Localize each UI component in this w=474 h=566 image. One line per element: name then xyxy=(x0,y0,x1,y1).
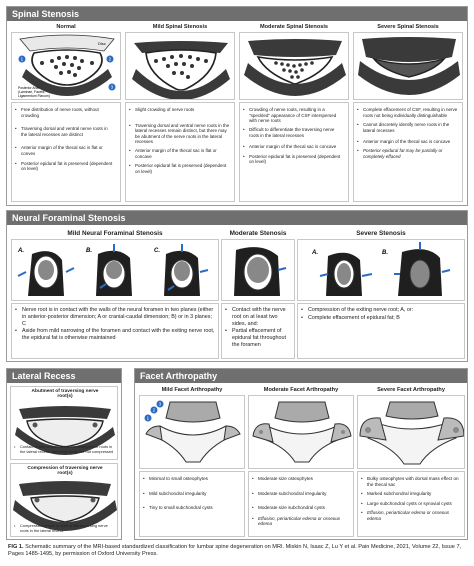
moderate-facet-bullet-1-text: Moderate size osteophytes xyxy=(258,476,313,481)
mild-foraminal-image-cell xyxy=(11,239,219,301)
foramen-c xyxy=(164,244,208,296)
marker-3-label: 3 xyxy=(110,84,114,90)
mild-facet-bullet-1: • Minimal to small osteophytes xyxy=(143,476,241,482)
severe-facet-image-cell xyxy=(357,395,465,469)
severe-foramen-b xyxy=(394,242,450,296)
severe-letter-a: A. xyxy=(312,250,318,256)
moderate-bullet-1: • Crowding of nerve roots, resulting in a "speckled" appearance of CSF interspersed with nerve roots xyxy=(243,107,345,124)
moderate-facet-bullet-1: • Moderate size osteophytes xyxy=(252,476,350,482)
severe-bullet-1-text: Complete effacement of CSF, resulting in nerve roots not being individually distinguishable xyxy=(363,107,458,118)
marker-2-label: 2 xyxy=(108,56,112,62)
moderate-facet-bullet-2-text: Moderate subchondral irregularity xyxy=(258,490,327,496)
moderate-foraminal-bullet-2-text: Partial effacement of epidural fat throughout the foramen xyxy=(232,328,286,348)
facet-marker-3: 3 xyxy=(158,401,162,407)
moderate-facet-diagram xyxy=(249,396,354,469)
moderate-bullet-3-text: Anterior margin of the thecal sac is concave xyxy=(249,144,337,150)
moderate-facet-bullet-3: • Moderate size subchondral cysts xyxy=(252,505,350,511)
disc-label: Disc xyxy=(98,41,106,46)
normal-canal-diagram xyxy=(12,33,121,100)
severe-foraminal-bullet-1: • Compression of the exiting nerve root; A, or: xyxy=(301,307,461,314)
facet-marker-1: 1 xyxy=(146,415,150,421)
moderate-foraminal-image-cell xyxy=(221,239,295,301)
col-normal-title: Normal xyxy=(56,24,76,30)
severe-bullet-1: • Complete effacement of CSF, resulting in nerve roots not being individually distinguishable xyxy=(357,107,458,118)
mild-bullet-3-text: Anterior margin of the thecal sac is flat or concave xyxy=(135,148,217,160)
severe-facet-bullet-1-text: Bulky osteophytes with dorsal mass effect on the thecal sac xyxy=(367,476,459,487)
normal-bullets-cell xyxy=(11,102,121,202)
mild-foraminal-bullet-2: • Aside from mild narrowing of the foramen and contact with the exiting nerve root, the epidural fat is otherwise maintained xyxy=(15,328,215,342)
severe-facet-bullet-4-text: Effusion, periarticular edema or osseous edema xyxy=(367,510,450,521)
severe-foraminal-bullet-1-text: Compression of the exiting nerve root; A, or: xyxy=(308,307,414,313)
abutment-desc: • Contact of one or both of the traversing nerve roots in the lateral recess, but nerve roots are not compressed xyxy=(14,445,116,458)
severe-bullet-4-text: Posterior epidural fat may be partially or completely effaced xyxy=(363,148,443,160)
severe-foraminal-diagram xyxy=(298,240,465,301)
severe-foraminal-bullet-2: • Complete effacement of epidural fat; B xyxy=(301,315,461,322)
col-mild-spinal-title: Mild Spinal Stenosis xyxy=(152,24,208,30)
mild-bullet-4-text: Posterior epidural fat is preserved (dependent on level) xyxy=(135,163,227,174)
foramen-b xyxy=(96,244,132,296)
severe-bullet-3-text: Anterior margin of the thecal sac is concave xyxy=(363,139,451,145)
letter-b: B. xyxy=(86,248,92,254)
severe-facet-bullet-2: • Marked subchondral irregularity xyxy=(361,491,461,497)
severe-facet-diagram xyxy=(358,396,465,469)
col-moderate-spinal-title: Moderate Spinal Stenosis xyxy=(259,24,329,30)
abutment-cell xyxy=(10,386,118,460)
figure-number: FIG 1. xyxy=(8,544,24,550)
abutment-title: Abutment of traversing nerve root(s) xyxy=(31,389,99,399)
mild-facet-image-cell xyxy=(139,395,245,469)
col-mild-facet-title: Mild Facet Arthropathy xyxy=(161,387,223,393)
moderate-bullet-2: • Difficult to differentiate the traversing nerve roots in the lateral recesses xyxy=(243,127,345,138)
severe-bullet-2-text: Cannot discretely identify nerve roots in the lateral recesses xyxy=(363,122,450,133)
moderate-bullet-4: • Posterior epidural fat is preserved (dependent on level) xyxy=(243,154,345,165)
marker-1-label: 1 xyxy=(20,56,24,62)
severe-facet-bullet-1: • Bulky osteophytes with dorsal mass effect on the thecal sac xyxy=(361,476,461,487)
mild-bullet-2: • Traversing dorsal and ventral nerve roots in the lateral recesses remain distinct, but there may be abutment of the nerve roots in the lateral recesses xyxy=(129,122,230,145)
figure-caption-text: Schematic summary of the MRI-based standardized classification for lumbar spine degeneration on MRI. Miskin N, Isaac Z, Lu Y et al. Pain Medicine, 2021, Volume 22, Issue 7, Pages 1485-1495, by permission of Oxford University Press. xyxy=(8,544,462,557)
col-severe-spinal-title: Severe Spinal Stenosis xyxy=(377,24,439,30)
normal-bullet-3: • Anterior margin of the thecal sac is flat or convex xyxy=(15,145,115,156)
mild-foraminal-bullet-1: • Nerve root is in contact with the walls of the neural foramen in two planes (either in anterior-posterior dimension; A or cranial-caudal dimension; B) or in 3 planes; C xyxy=(15,307,214,327)
mild-spinal-diagram xyxy=(126,33,235,100)
letter-c: C. xyxy=(154,248,160,254)
col-moderate-foraminal-title: Moderate Stenosis xyxy=(229,230,287,237)
moderate-facet-bullet-2: • Moderate subchondral irregularity xyxy=(252,491,350,497)
compression-title: Compression of traversing nerve root(s) xyxy=(27,466,103,476)
moderate-bullet-3: • Anterior margin of the thecal sac is concave xyxy=(243,144,345,150)
mild-spinal-bullet-list xyxy=(129,107,231,178)
normal-bullet-4-text: Posterior epidural fat is preserved (dependent on level) xyxy=(21,160,113,172)
col-mild-foraminal-title: Mild Neural Foraminal Stenosis xyxy=(67,230,163,237)
severe-facet-bullet-4: • Effusion, periarticular edema or osseous edema xyxy=(361,510,461,521)
mild-facet-bullet-list xyxy=(143,476,241,514)
moderate-foraminal-bullet-1: • Contact with the nerve root on at least two sides, and: xyxy=(225,307,293,327)
mild-facet-bullet-2-text: Mild subchondral irregularity xyxy=(149,490,207,496)
mild-foraminal-bullets-cell xyxy=(11,303,219,359)
moderate-spinal-bullet-list xyxy=(243,107,345,168)
severe-facet-bullet-3: • Large subchondral cysts or synovial cysts xyxy=(361,501,461,507)
severe-foramen-a xyxy=(320,253,372,296)
severe-foraminal-bullet-list xyxy=(301,307,461,323)
foraminal-stenosis-header: Neural Foraminal Stenosis xyxy=(7,211,467,225)
severe-bullet-2: • Cannot discretely identify nerve roots in the lateral recesses xyxy=(357,122,459,133)
moderate-bullet-2-text: Difficult to differentiate the traversing nerve roots in the lateral recesses xyxy=(249,127,335,138)
moderate-bullet-1-text: Crowding of nerve roots, resulting in a "speckled" appearance of CSF interspersed with nerve roots xyxy=(249,107,337,124)
col-severe-facet-title: Severe Facet Arthropathy xyxy=(377,387,445,393)
mild-facet-bullets-cell xyxy=(139,471,245,537)
abutment-desc-text: Contact of one or both of the traversing nerve roots in the lateral recess, but nerve roots are not compressed xyxy=(20,444,114,454)
mild-foraminal-diagram xyxy=(12,240,219,301)
severe-foraminal-image-cell xyxy=(297,239,465,301)
compression-desc-text: Compression of one or both of the traversing nerve roots in the lateral recess xyxy=(20,523,108,533)
severe-spinal-diagram xyxy=(354,33,463,100)
moderate-facet-bullet-list xyxy=(252,476,350,530)
normal-image-cell xyxy=(11,32,121,100)
normal-bullet-1: • Free distribution of nerve roots, without crowding xyxy=(15,107,115,118)
severe-spinal-bullet-list xyxy=(357,107,459,163)
mild-spinal-bullets-cell xyxy=(125,102,235,202)
moderate-facet-bullet-4: • Effusion, periarticular edema or osseous edema xyxy=(252,516,350,527)
severe-bullet-3: • Anterior margin of the thecal sac is concave xyxy=(357,139,459,145)
moderate-facet-bullets-cell xyxy=(248,471,354,537)
moderate-spinal-bullets-cell xyxy=(239,102,349,202)
moderate-foraminal-bullet-list xyxy=(225,307,293,350)
mild-bullet-2-text: Traversing dorsal and ventral nerve roots in the lateral recesses remain distinct, but there may be abutment of the nerve roots in the lateral recesses xyxy=(135,122,230,145)
normal-bullet-4: • Posterior epidural fat is preserved (dependent on level) xyxy=(15,161,115,172)
severe-spinal-image-cell xyxy=(353,32,463,100)
moderate-facet-image-cell xyxy=(248,395,354,469)
mild-bullet-1: • Slight crowding of nerve roots xyxy=(129,107,231,113)
severe-facet-bullet-2-text: Marked subchondral irregularity xyxy=(367,491,432,497)
moderate-foraminal-bullet-1-text: Contact with the nerve root on at least two sides, and: xyxy=(232,307,286,327)
normal-bullet-2: • Traversing dorsal and ventral nerve roots in the lateral recesses are distinct xyxy=(15,126,115,137)
mild-facet-diagram xyxy=(140,396,245,469)
severe-facet-bullet-list xyxy=(361,476,461,525)
severe-foraminal-bullet-2-text: Complete effacement of epidural fat; B xyxy=(308,314,400,321)
posterior-arch-label: Posterior Arch (Laminae, Facets, Ligamentum Flavum) xyxy=(18,86,50,98)
mild-facet-bullet-3-text: Tiny to small subchondral cysts xyxy=(149,505,213,511)
severe-foraminal-bullets-cell xyxy=(297,303,465,359)
compression-desc: • Compression of one or both of the traversing nerve roots in the lateral recess xyxy=(14,524,116,537)
mild-spinal-image-cell xyxy=(125,32,235,100)
severe-spinal-bullets-cell xyxy=(353,102,463,202)
severe-bullet-4: • Posterior epidural fat may be partially or completely effaced xyxy=(357,148,459,159)
severe-facet-bullet-3-text: Large subchondral cysts or synovial cysts xyxy=(367,500,452,506)
mild-bullet-3: • Anterior margin of the thecal sac is flat or concave xyxy=(129,148,231,159)
moderate-bullet-4-text: Posterior epidural fat is preserved (dependent on level) xyxy=(249,153,341,165)
severe-facet-bullets-cell xyxy=(357,471,465,537)
mild-bullet-4: • Posterior epidural fat is preserved (dependent on level) xyxy=(129,163,231,174)
moderate-foraminal-diagram xyxy=(222,240,295,301)
moderate-spinal-image-cell xyxy=(239,32,349,100)
spinal-stenosis-panel xyxy=(6,6,468,206)
figure-caption xyxy=(8,544,466,558)
severe-letter-b: B. xyxy=(382,250,388,256)
moderate-spinal-diagram xyxy=(240,33,349,100)
mild-foraminal-bullet-2-text: Aside from mild narrowing of the foramen and contact with the exiting nerve root, the epidural fat is otherwise maintained xyxy=(22,328,215,342)
facet-arthropathy-panel xyxy=(134,368,468,540)
foramen-a xyxy=(18,251,74,296)
moderate-facet-bullet-3-text: Moderate size subchondral cysts xyxy=(258,505,325,511)
facet-marker-2: 2 xyxy=(152,407,156,413)
lateral-recess-header: Lateral Recess xyxy=(7,369,121,383)
col-moderate-facet-title: Moderate Facet Arthropathy xyxy=(263,387,339,393)
facet-arthropathy-header: Facet Arthropathy xyxy=(135,369,467,383)
mild-foraminal-bullet-1-text: Nerve root is in contact with the walls of the neural foramen in two planes (either in anterior-posterior dimension; A or cranial-caudal dimension; B) or in 3 planes; C xyxy=(22,307,214,327)
foraminal-stenosis-panel xyxy=(6,210,468,362)
lateral-recess-panel xyxy=(6,368,122,540)
mild-foraminal-bullet-list xyxy=(15,307,215,343)
normal-bullet-1-text: Free distribution of nerve roots, without crowding xyxy=(21,107,99,118)
normal-bullet-list xyxy=(15,107,115,175)
col-severe-foraminal-title: Severe Stenosis xyxy=(356,230,406,237)
spinal-stenosis-header: Spinal Stenosis xyxy=(7,7,467,21)
mild-facet-bullet-1-text: Minimal to small osteophytes xyxy=(149,476,208,481)
mild-facet-bullet-3: • Tiny to small subchondral cysts xyxy=(143,505,241,511)
letter-a: A. xyxy=(18,248,24,254)
normal-bullet-3-text: Anterior margin of the thecal sac is flat or convex xyxy=(21,145,103,156)
moderate-facet-bullet-4-text: Effusion, periarticular edema or osseous edema xyxy=(258,515,341,527)
compression-cell xyxy=(10,463,118,537)
mild-bullet-1-text: Slight crowding of nerve roots xyxy=(135,107,195,112)
moderate-foraminal-bullets-cell xyxy=(221,303,295,359)
mild-facet-bullet-2: • Mild subchondral irregularity xyxy=(143,491,241,497)
normal-bullet-2-text: Traversing dorsal and ventral nerve roots in the lateral recesses are distinct xyxy=(21,126,108,137)
moderate-foraminal-bullet-2: • Partial effacement of epidural fat throughout the foramen xyxy=(225,328,293,348)
